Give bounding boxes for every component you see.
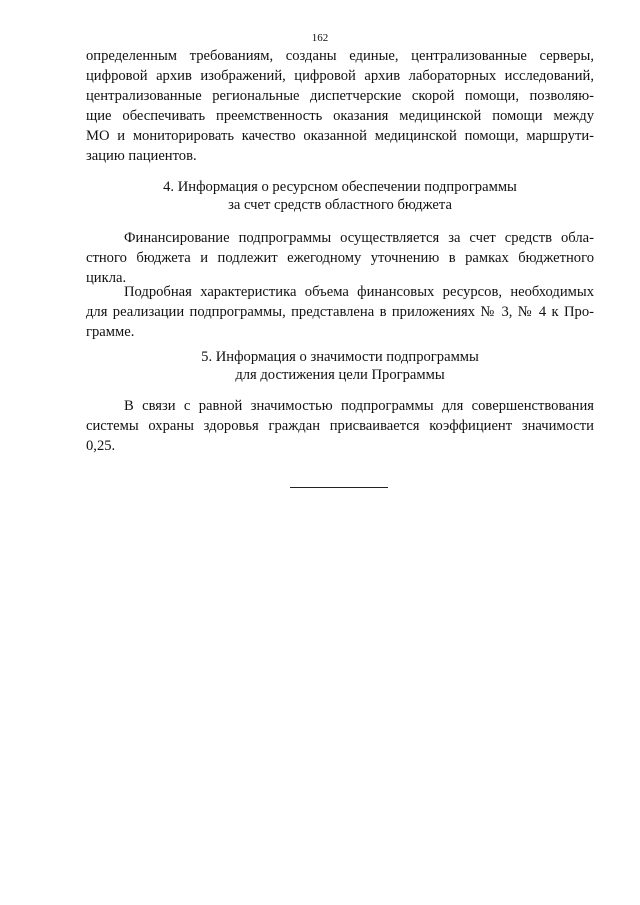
text-line: Финансирование подпрограммы осуществляется за счет средств обла- xyxy=(124,230,594,246)
text-line: стного бюджета и подлежит ежегодному уточнению в рамках бюджетного xyxy=(86,250,594,266)
page-number: 162 xyxy=(311,32,329,44)
text-line: зацию пациентов. xyxy=(86,148,197,164)
section-4-heading xyxy=(86,178,594,214)
text-line: системы охраны здоровья граждан присваивается коэффициент значимости xyxy=(86,418,594,434)
text-line: для реализации подпрограммы, представлена в приложениях № 3, № 4 к Про- xyxy=(86,304,594,320)
text-line: цикла. xyxy=(86,270,127,286)
text-line: 0,25. xyxy=(86,438,116,454)
text-line: МО и мониторировать качество оказанной медицинской помощи, маршрути- xyxy=(86,128,594,144)
text-line: щие обеспечивать преемственность оказания медицинской помощи между xyxy=(86,108,594,124)
end-of-text-rule xyxy=(290,487,388,488)
section-4-paragraph-2 xyxy=(86,282,594,342)
text-line: цифровой архив изображений, цифровой архив лабораторных исследований, xyxy=(86,68,594,84)
text-line: централизованные региональные диспетчерские скорой помощи, позволяю- xyxy=(86,88,594,104)
text-line: грамме. xyxy=(86,324,135,340)
text-line: В связи с равной значимостью подпрограммы для совершенствования xyxy=(124,398,594,414)
section-5-paragraph xyxy=(86,396,594,456)
heading-line: 4. Информация о ресурсном обеспечении подпрограммы xyxy=(163,179,517,195)
heading-line: 5. Информация о значимости подпрограммы xyxy=(201,349,479,365)
section-4-paragraph-1 xyxy=(86,228,594,288)
heading-line: для достижения цели Программы xyxy=(235,367,445,383)
heading-line: за счет средств областного бюджета xyxy=(228,197,452,213)
intro-paragraph xyxy=(86,46,594,166)
text-line: определенным требованиям, созданы единые, централизованные серверы, xyxy=(86,48,594,64)
text-line: Подробная характеристика объема финансовых ресурсов, необходимых xyxy=(124,284,594,300)
section-5-heading xyxy=(86,348,594,384)
